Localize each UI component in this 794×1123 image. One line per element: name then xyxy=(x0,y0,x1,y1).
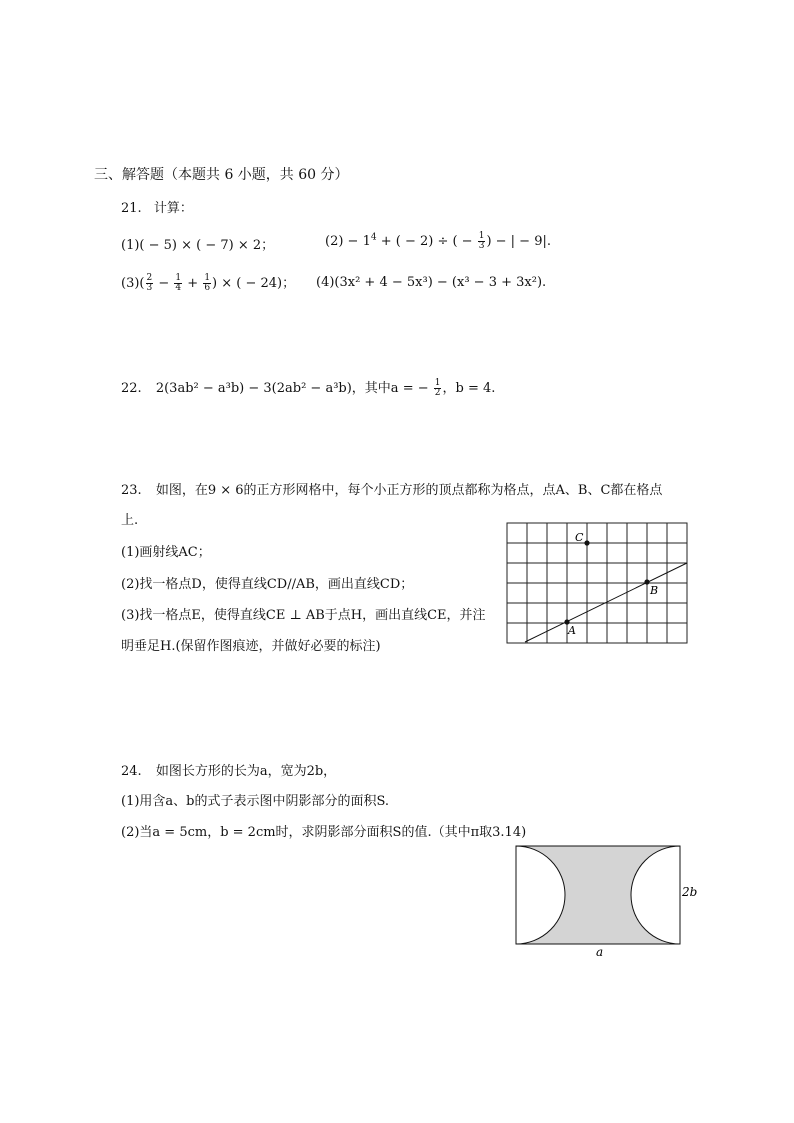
q24-number: 24. xyxy=(121,764,142,779)
q21-part4: (4)(3x² + 4 − 5x³) − (x³ − 3 + 3x²). xyxy=(316,275,547,290)
q21-header xyxy=(121,197,193,216)
q23-part3: (3)找一格点E，使得直线CE ⊥ AB于点H，画出直线CE，并注 xyxy=(121,608,486,623)
q22-number: 22. xyxy=(121,381,142,396)
q23-line2: 上. xyxy=(121,513,139,528)
q24-rectangle-figure xyxy=(512,843,702,963)
section-title: 三、解答题（本题共 6 小题，共 60 分） xyxy=(94,167,349,183)
q21-prompt: 计算： xyxy=(153,201,193,216)
q23-line1: 23. 如图，在9 × 6的正方形网格中，每个小正方形的顶点都称为格点，点A、B、C都在格点 xyxy=(121,483,663,498)
q22-expression: 2(3ab² − a³b) − 3(2ab² − a³b)，其中a = − xyxy=(155,381,433,396)
grid-lines xyxy=(507,523,687,643)
width-label: a xyxy=(596,945,604,959)
q21-fraction-1-6: $\frac{1}{6}$ xyxy=(204,273,211,293)
q21-number: 21. xyxy=(121,201,142,216)
q24-part2: (2)当a = 5cm，b = 2cm时，求阴影部分面积S的值.（其中π取3.14) xyxy=(121,825,527,840)
q22-line xyxy=(121,377,495,398)
q24-line1: 24. 如图长方形的长为a，宽为2b， xyxy=(121,764,337,779)
q22-fraction: $\frac{1}{2}$ xyxy=(434,378,441,398)
q21-fraction-2-3: $\frac{2}{3}$ xyxy=(146,273,153,293)
q21-part2: $(2) - 1^4$ + ( − 2) ÷ ( − $\frac{1}{3}$ ) − | − 9|. xyxy=(325,231,551,251)
q23-grid-figure xyxy=(505,521,691,645)
label-c: C xyxy=(575,531,584,544)
q23-number: 23. xyxy=(121,483,142,498)
q24-part1: (1)用含a、b的式子表示图中阴影部分的面积S. xyxy=(121,794,390,809)
q22-tail: ，b = 4. xyxy=(442,381,496,396)
q23-part1: (1)画射线AC； xyxy=(121,545,211,560)
label-b: B xyxy=(650,584,659,597)
label-a: A xyxy=(568,624,576,637)
q23-part2: (2)找一格点D，使得直线CD//AB，画出直线CD； xyxy=(121,577,414,592)
point-c xyxy=(584,540,589,545)
q21-fraction: $\frac{1}{3}$ xyxy=(478,231,485,251)
q21-part3: (3)( $\frac{2}{3}$ − $\frac{1}{4}$ + $\frac{1}{6}$ ) × ( − 24)； xyxy=(121,273,296,293)
q23-part4: 明垂足H.(保留作图痕迹，并做好必要的标注) xyxy=(121,639,381,654)
q21-fraction-1-4: $\frac{1}{4}$ xyxy=(175,273,182,293)
point-b xyxy=(644,579,649,584)
height-label: 2b xyxy=(682,885,698,899)
q21-part1: (1)( − 5) × ( − 7) × 2； xyxy=(121,238,275,253)
